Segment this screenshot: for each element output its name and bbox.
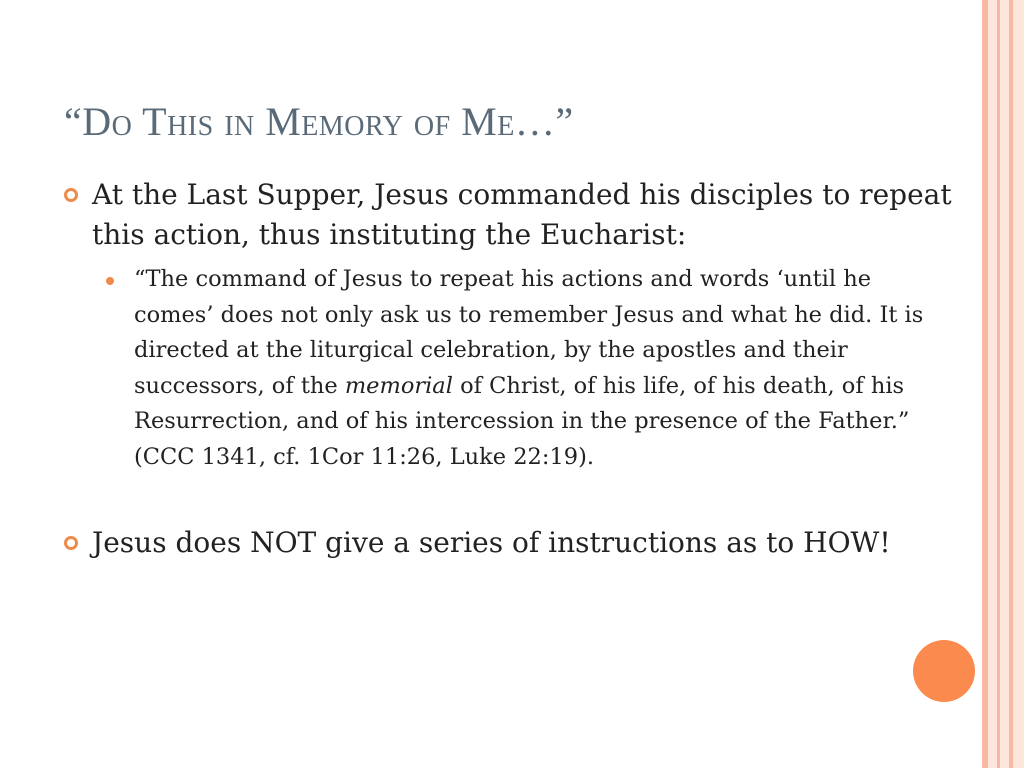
quote-text-part-2: of Christ, of his life, of his death, of his Resurrection, and of his intercession in the presence of the Father.” (CCC 1341, cf. 1Cor 11:26, Luke 22:19).	[134, 372, 910, 470]
bullet-text: At the Last Supper, Jesus commanded his disciples to repeat this action, thus instituting the Eucharist:	[92, 178, 952, 251]
quote-text-part-1: “The command of Jesus to repeat his actions and words ‘until he comes’ does not only ask us to remember Jesus and what he did. It is directed at the liturgical celebration, by the apostles and their successors, of the	[134, 266, 924, 399]
sub-bullet-item	[106, 262, 956, 475]
decorative-stripe	[1000, 0, 1009, 768]
ring-bullet-icon	[64, 188, 78, 202]
quote-italic-word: memorial	[344, 372, 453, 399]
ring-bullet-icon	[64, 536, 78, 550]
bullet-text: Jesus does NOT give a series of instructions as to HOW!	[92, 526, 891, 559]
dot-bullet-icon	[106, 277, 114, 285]
decorative-stripe	[1013, 0, 1024, 768]
decorative-stripe	[988, 0, 997, 768]
bullet-item	[64, 175, 964, 255]
slide-title: “Do This in Memory of Me…”	[64, 99, 574, 144]
decorative-circle	[913, 640, 975, 702]
bullet-item	[64, 523, 964, 563]
sub-bullet-text	[134, 262, 956, 475]
